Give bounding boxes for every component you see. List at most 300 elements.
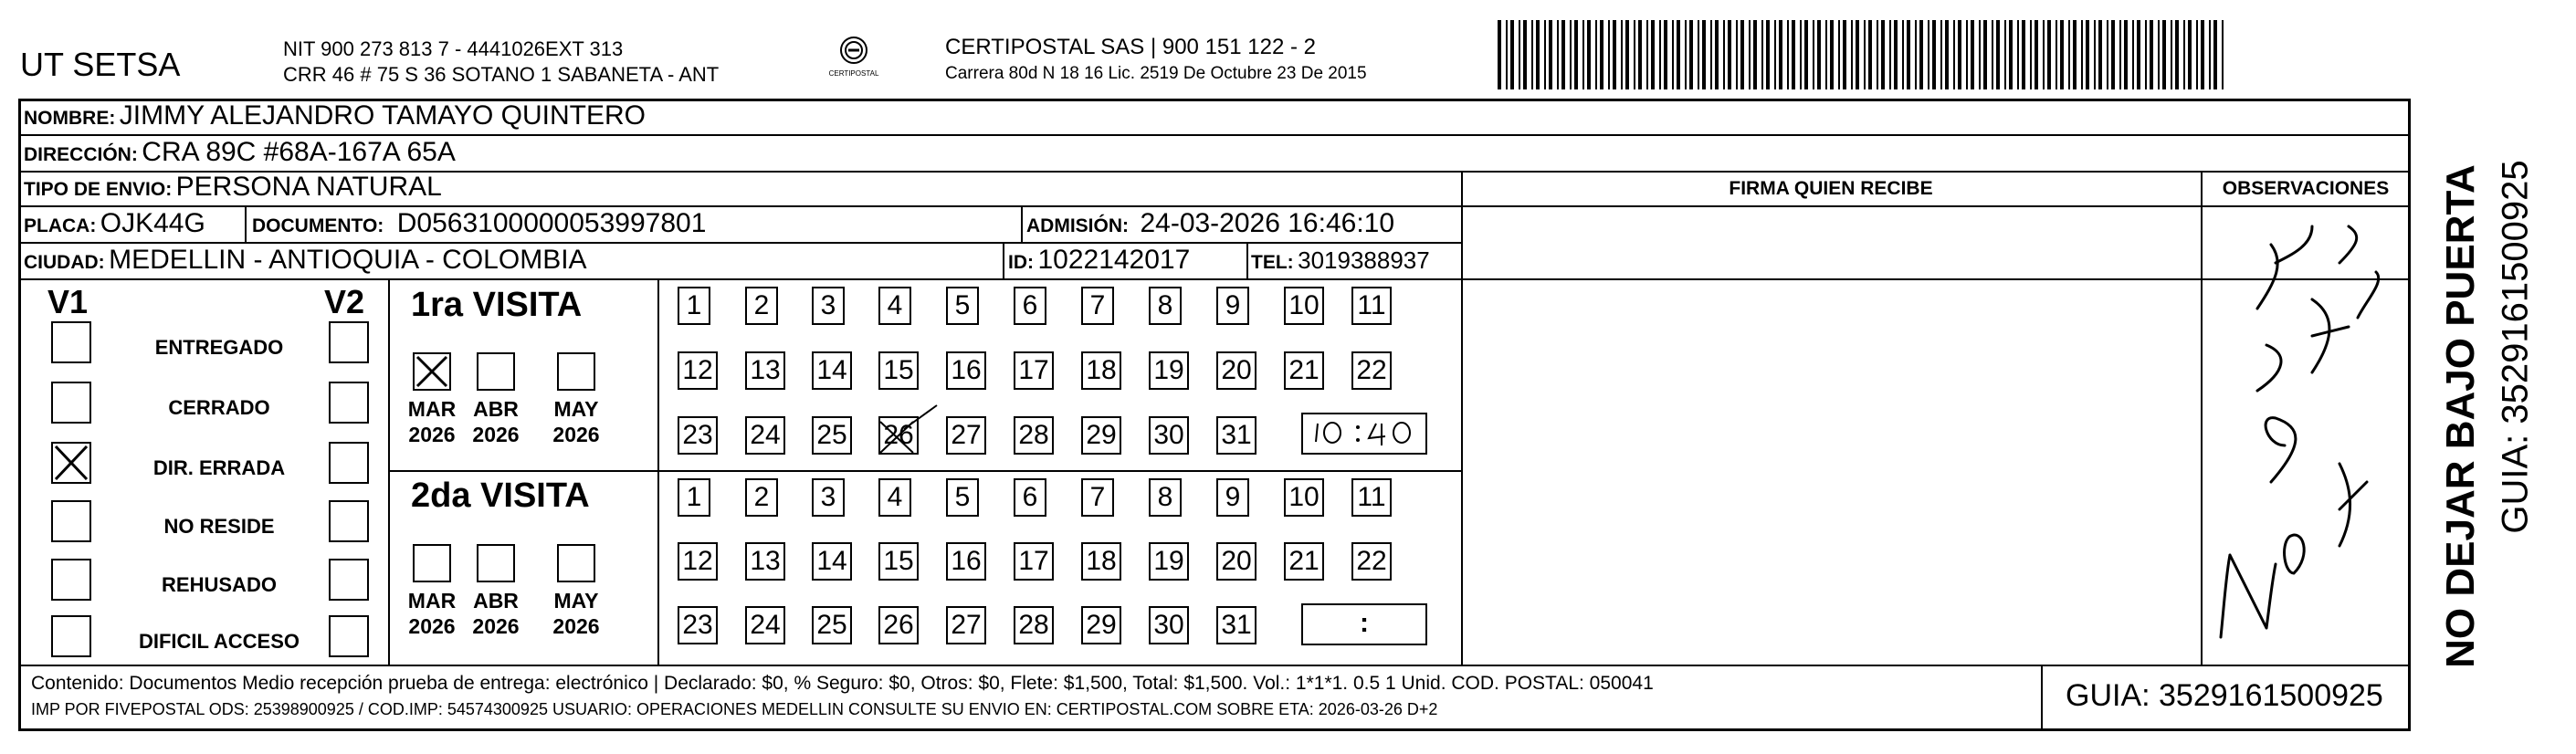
day-number: 8	[1157, 482, 1173, 512]
day-checkbox[interactable]	[1216, 416, 1256, 455]
day-checkbox[interactable]	[878, 416, 919, 455]
barcode-bar	[1677, 20, 1680, 89]
month-checkbox[interactable]	[413, 544, 451, 582]
v1-checkbox[interactable]	[51, 559, 91, 601]
firma-area[interactable]	[1465, 209, 2199, 663]
day-checkbox[interactable]	[812, 351, 852, 390]
day-checkbox[interactable]	[678, 606, 718, 644]
placa-field	[24, 208, 205, 239]
barcode-bar	[1621, 20, 1623, 89]
barcode-bar	[1928, 20, 1929, 89]
barcode-bar	[1838, 20, 1840, 89]
footer-content: Contenido: Documentos Medio recepción prueba de entrega: electrónico | Declarado: $0, % Seguro: $0, Otros: $0, Flete: $1,500, Total: $1,500. Vol.: 1*1*1. 0.5 1 Unid. COD. POSTAL: 050041	[31, 673, 1654, 694]
year-label: 2026	[552, 423, 600, 446]
day-checkbox[interactable]	[678, 542, 718, 581]
day-checkbox[interactable]	[678, 351, 718, 390]
day-number: 19	[1153, 546, 1184, 576]
day-checkbox[interactable]	[1149, 287, 1182, 325]
barcode-bar	[1774, 20, 1776, 89]
day-checkbox[interactable]	[1149, 478, 1182, 517]
day-number: 30	[1153, 610, 1184, 640]
barcode-bar	[1613, 20, 1616, 89]
day-number: 22	[1356, 355, 1387, 385]
day-checkbox[interactable]	[1014, 606, 1054, 644]
barcode-bar	[1753, 20, 1757, 89]
direccion-label: DIRECCIÓN:	[24, 144, 138, 165]
day-number: 17	[1018, 355, 1049, 385]
barcode-bar	[2060, 20, 2064, 89]
day-number: 21	[1288, 355, 1320, 385]
month-checkbox[interactable]	[477, 352, 515, 391]
handwritten-time-icon	[1303, 414, 1425, 453]
day-checkbox[interactable]	[745, 287, 778, 325]
v1-checkbox[interactable]	[51, 442, 91, 484]
barcode-bar	[1728, 20, 1731, 89]
day-number: 31	[1221, 420, 1252, 450]
barcode-bar	[1570, 20, 1572, 89]
side-warning: NO DEJAR BAJO PUERTA	[2438, 164, 2483, 668]
barcode-bar	[1958, 20, 1961, 89]
first-visit-title: 1ra VISITA	[411, 286, 583, 324]
footer-guia: GUIA: 3529161500925	[2066, 678, 2383, 713]
day-checkbox[interactable]	[1081, 606, 1121, 644]
barcode-bar	[1544, 20, 1546, 89]
barcode-bar	[1966, 20, 1968, 89]
month-checkbox[interactable]	[557, 352, 595, 391]
carrier-address: Carrera 80d N 18 16 Lic. 2519 De Octubre 23 De 2015	[945, 64, 1367, 83]
v1-checkbox[interactable]	[51, 615, 91, 657]
day-number: 4	[887, 290, 903, 320]
carrier-name: CERTIPOSTAL SAS | 900 151 122 - 2	[945, 35, 1316, 59]
day-checkbox[interactable]	[1014, 542, 1054, 581]
barcode-bar	[1766, 20, 1770, 89]
v2-checkbox[interactable]	[329, 559, 369, 601]
day-number: 1	[686, 290, 702, 320]
nombre-label: NOMBRE:	[24, 108, 116, 129]
day-checkbox[interactable]	[1149, 416, 1189, 455]
day-number: 29	[1086, 610, 1117, 640]
day-checkbox[interactable]	[1351, 287, 1392, 325]
second-visit-time-separator: :	[1360, 608, 1369, 638]
id-value: 1022142017	[1037, 245, 1191, 275]
barcode-bar	[2022, 20, 2025, 89]
day-checkbox[interactable]	[1284, 542, 1324, 581]
month-checkbox[interactable]	[413, 352, 451, 391]
day-number: 6	[1022, 482, 1038, 512]
barcode-bar	[2035, 20, 2038, 89]
day-checkbox[interactable]	[678, 416, 718, 455]
day-number: 9	[1225, 482, 1241, 512]
day-checkbox[interactable]	[946, 478, 979, 517]
day-checkbox[interactable]	[745, 606, 785, 644]
day-checkbox[interactable]	[1014, 351, 1054, 390]
day-number: 2	[753, 290, 770, 320]
barcode-bar	[1889, 20, 1891, 89]
day-checkbox[interactable]	[946, 287, 979, 325]
day-checkbox[interactable]	[878, 478, 911, 517]
barcode-bar	[1761, 20, 1763, 89]
day-number: 8	[1157, 290, 1173, 320]
day-number: 18	[1086, 546, 1117, 576]
day-number: 21	[1288, 546, 1320, 576]
day-number: 2	[753, 482, 770, 512]
day-number: 3	[820, 290, 836, 320]
v1-header: V1	[47, 283, 89, 320]
tel-field	[1251, 246, 1430, 275]
nombre-value: JIMMY ALEJANDRO TAMAYO QUINTERO	[119, 100, 646, 131]
barcode-bar	[1779, 20, 1782, 89]
barcode-bar	[1902, 20, 1904, 89]
barcode-bar	[1659, 20, 1661, 89]
v2-header: V2	[324, 283, 365, 320]
barcode-bar	[1945, 20, 1949, 89]
firma-header: FIRMA QUIEN RECIBE	[1729, 178, 1933, 199]
day-number: 1	[686, 482, 702, 512]
barcode-bar	[1523, 20, 1527, 89]
barcode-bar	[2086, 20, 2089, 89]
status-label: CERRADO	[168, 396, 270, 419]
barcode-bar	[1787, 20, 1789, 89]
day-number: 5	[954, 290, 971, 320]
day-checkbox[interactable]	[1216, 478, 1249, 517]
barcode-bar	[1740, 20, 1744, 89]
barcode-bar	[2009, 20, 2013, 89]
day-checkbox[interactable]	[1081, 542, 1121, 581]
barcode-bar	[1587, 20, 1591, 89]
status-label: DIFICIL ACCESO	[138, 630, 300, 653]
nombre-row	[24, 100, 646, 131]
day-checkbox[interactable]	[812, 606, 852, 644]
barcode-bar	[1498, 20, 1501, 89]
v2-checkbox[interactable]	[329, 615, 369, 657]
second-visit-time-box[interactable]	[1301, 603, 1427, 645]
day-checkbox[interactable]	[678, 287, 710, 325]
barcode-bar	[1634, 20, 1635, 89]
day-checkbox[interactable]	[745, 416, 785, 455]
day-number: 9	[1225, 290, 1241, 320]
footer-print-info: IMP POR FIVEPOSTAL ODS: 25398900925 / COD.IMP: 54574300925 USUARIO: OPERACIONES MEDELLIN CONSULTE SU ENVIO EN: CERTIPOSTAL.COM SOBRE ETA: 2026-03-26 D+2	[31, 700, 1438, 718]
documento-value: D0563100000053997801	[396, 208, 707, 238]
barcode-bar	[2017, 20, 2019, 89]
status-label: ENTREGADO	[154, 336, 284, 359]
barcode-bar	[2043, 20, 2045, 89]
day-number: 25	[816, 420, 847, 450]
barcode-bar	[1919, 20, 1923, 89]
barcode-bar	[1996, 20, 2000, 89]
barcode-bar	[1557, 20, 1559, 89]
barcode-bar	[1506, 20, 1508, 89]
barcode-bar	[1800, 20, 1802, 89]
barcode-bar	[1702, 20, 1706, 89]
day-checkbox[interactable]	[1014, 478, 1046, 517]
day-number: 11	[1357, 290, 1386, 320]
day-number: 23	[682, 610, 713, 640]
day-number: 24	[750, 610, 781, 640]
month-checkbox[interactable]	[477, 544, 515, 582]
day-number: 14	[816, 355, 847, 385]
barcode-bar	[1600, 20, 1603, 89]
id-field	[1008, 245, 1190, 276]
tipo-value: PERSONA NATURAL	[175, 172, 442, 202]
barcode-bar	[2132, 20, 2134, 89]
month-label: MAY	[553, 397, 599, 421]
day-checkbox[interactable]	[878, 542, 919, 581]
day-checkbox[interactable]	[1216, 351, 1256, 390]
day-number: 26	[883, 420, 914, 450]
documento-label: DOCUMENTO:	[252, 215, 384, 236]
barcode-bar	[1549, 20, 1552, 89]
barcode-bar	[1894, 20, 1898, 89]
year-label: 2026	[472, 423, 520, 446]
day-checkbox[interactable]	[678, 478, 710, 517]
day-checkbox[interactable]	[946, 606, 986, 644]
day-checkbox[interactable]	[1351, 351, 1392, 390]
day-number: 20	[1221, 355, 1252, 385]
logo-text: CERTIPOSTAL	[828, 69, 879, 78]
barcode-bar	[1574, 20, 1578, 89]
day-number: 19	[1153, 355, 1184, 385]
barcode-bar	[1625, 20, 1629, 89]
side-guia: GUIA: 3529161500925	[2495, 160, 2536, 534]
barcode-bar	[1698, 20, 1699, 89]
check-mark-icon	[53, 444, 89, 482]
day-number: 29	[1086, 420, 1117, 450]
barcode-bar	[1915, 20, 1917, 89]
barcode-bar	[2068, 20, 2070, 89]
month-checkbox[interactable]	[557, 544, 595, 582]
day-checkbox[interactable]	[946, 416, 986, 455]
day-number: 12	[682, 546, 713, 576]
barcode-bar	[1595, 20, 1597, 89]
tel-value: 3019388937	[1298, 246, 1430, 274]
ciudad-label: CIUDAD:	[24, 252, 105, 273]
day-checkbox[interactable]	[1081, 416, 1121, 455]
day-number: 22	[1356, 546, 1387, 576]
barcode-bar	[1792, 20, 1795, 89]
barcode-bar	[2162, 20, 2166, 89]
month-label: ABR	[473, 397, 519, 421]
barcode-bar	[2222, 20, 2224, 89]
day-number: 10	[1288, 482, 1320, 512]
barcode-bar	[1608, 20, 1610, 89]
barcode-bar	[1536, 20, 1540, 89]
day-checkbox[interactable]	[1081, 351, 1121, 390]
day-checkbox[interactable]	[812, 416, 852, 455]
day-checkbox[interactable]	[1216, 542, 1256, 581]
day-checkbox[interactable]	[1014, 416, 1054, 455]
day-checkbox[interactable]	[946, 542, 986, 581]
day-checkbox[interactable]	[812, 287, 845, 325]
day-checkbox[interactable]	[745, 351, 785, 390]
barcode-bar	[2137, 20, 2140, 89]
barcode-bar	[2145, 20, 2147, 89]
day-checkbox[interactable]	[1081, 478, 1114, 517]
barcode-bar	[1881, 20, 1885, 89]
day-number: 26	[883, 610, 914, 640]
day-number: 3	[820, 482, 836, 512]
v1-checkbox[interactable]	[51, 321, 91, 363]
v1-checkbox[interactable]	[51, 500, 91, 542]
barcode-bar	[1531, 20, 1533, 89]
day-number: 28	[1018, 610, 1049, 640]
day-number: 28	[1018, 420, 1049, 450]
day-number: 27	[951, 420, 982, 450]
day-checkbox[interactable]	[1351, 542, 1392, 581]
day-number: 23	[682, 420, 713, 450]
barcode-bar	[2150, 20, 2153, 89]
barcode-bar	[2209, 20, 2211, 89]
day-checkbox[interactable]	[878, 287, 911, 325]
barcode-bar	[1519, 20, 1520, 89]
day-checkbox[interactable]	[946, 351, 986, 390]
day-checkbox[interactable]	[1081, 287, 1114, 325]
day-checkbox[interactable]	[1149, 542, 1189, 581]
certipostal-logo	[822, 35, 886, 86]
barcode-bar	[1856, 20, 1859, 89]
day-checkbox[interactable]	[745, 478, 778, 517]
barcode-bar	[1940, 20, 1942, 89]
barcode-bar	[2183, 20, 2185, 89]
day-number: 17	[1018, 546, 1049, 576]
barcode-image	[1498, 20, 2228, 89]
day-number: 15	[883, 355, 914, 385]
day-checkbox[interactable]	[1284, 351, 1324, 390]
barcode-bar	[2111, 20, 2115, 89]
month-label: MAY	[553, 589, 599, 613]
barcode-bar	[1561, 20, 1565, 89]
day-checkbox[interactable]	[1216, 287, 1249, 325]
v2-checkbox[interactable]	[329, 442, 369, 484]
year-label: 2026	[472, 614, 520, 638]
barcode-bar	[1510, 20, 1514, 89]
day-checkbox[interactable]	[1284, 287, 1324, 325]
barcode-bar	[1817, 20, 1821, 89]
barcode-bar	[2098, 20, 2102, 89]
barcode-bar	[2175, 20, 2179, 89]
day-checkbox[interactable]	[878, 351, 919, 390]
day-checkbox[interactable]	[1351, 478, 1392, 517]
month-label: MAR	[407, 589, 457, 613]
barcode-bar	[1749, 20, 1751, 89]
day-checkbox[interactable]	[812, 478, 845, 517]
day-number: 7	[1089, 290, 1106, 320]
first-visit-time-box[interactable]	[1301, 413, 1427, 455]
day-checkbox[interactable]	[1149, 606, 1189, 644]
v2-checkbox[interactable]	[329, 382, 369, 424]
day-number: 18	[1086, 355, 1117, 385]
day-number: 25	[816, 610, 847, 640]
day-number: 30	[1153, 420, 1184, 450]
barcode-bar	[2124, 20, 2128, 89]
sender-name: UT SETSA	[20, 46, 181, 83]
day-checkbox[interactable]	[1149, 351, 1189, 390]
day-number: 10	[1288, 290, 1320, 320]
barcode-bar	[1685, 20, 1687, 89]
day-number: 31	[1221, 610, 1252, 640]
year-label: 2026	[552, 614, 600, 638]
direccion-row	[24, 137, 456, 168]
status-label: NO RESIDE	[163, 515, 275, 538]
barcode-bar	[2094, 20, 2096, 89]
barcode-bar	[1983, 20, 1987, 89]
barcode-bar	[1953, 20, 1955, 89]
barcode-bar	[2201, 20, 2204, 89]
day-checkbox[interactable]	[878, 606, 919, 644]
day-number: 12	[682, 355, 713, 385]
barcode-bar	[1804, 20, 1808, 89]
barcode-bar	[2158, 20, 2160, 89]
barcode-bar	[1932, 20, 1936, 89]
barcode-bar	[1638, 20, 1642, 89]
day-checkbox[interactable]	[1284, 478, 1324, 517]
placa-label: PLACA:	[24, 215, 97, 236]
barcode-bar	[1830, 20, 1834, 89]
barcode-bar	[1851, 20, 1853, 89]
barcode-bar	[2188, 20, 2192, 89]
status-label: REHUSADO	[162, 573, 277, 596]
v2-checkbox[interactable]	[329, 500, 369, 542]
ciudad-value: MEDELLIN - ANTIOQUIA - COLOMBIA	[109, 245, 587, 275]
barcode-bar	[2056, 20, 2057, 89]
day-number: 16	[951, 355, 982, 385]
barcode-bar	[1582, 20, 1584, 89]
check-mark-icon	[415, 354, 449, 389]
tipo-row	[24, 172, 442, 203]
barcode-bar	[1992, 20, 1993, 89]
day-checkbox[interactable]	[812, 542, 852, 581]
placa-value: OJK44G	[100, 208, 205, 238]
day-checkbox[interactable]	[1216, 606, 1256, 644]
day-number: 16	[951, 546, 982, 576]
month-label: MAR	[407, 397, 457, 421]
handwritten-note-icon	[2203, 208, 2409, 663]
barcode-bar	[1813, 20, 1814, 89]
barcode-bar	[2081, 20, 2083, 89]
barcode-bar	[1907, 20, 1910, 89]
barcode-bar	[1971, 20, 1974, 89]
v1-checkbox[interactable]	[51, 382, 91, 424]
day-number: 13	[750, 546, 781, 576]
day-number: 4	[887, 482, 903, 512]
barcode-bar	[1843, 20, 1846, 89]
barcode-bar	[1715, 20, 1719, 89]
barcode-bar	[2073, 20, 2077, 89]
day-number: 24	[750, 420, 781, 450]
barcode-bar	[1651, 20, 1655, 89]
month-label: ABR	[473, 589, 519, 613]
direccion-value: CRA 89C #68A-167A 65A	[142, 137, 456, 167]
admision-label: ADMISIÓN:	[1026, 215, 1129, 236]
v2-checkbox[interactable]	[329, 321, 369, 363]
year-label: 2026	[408, 614, 456, 638]
barcode-bar	[1736, 20, 1738, 89]
admision-value: 24-03-2026 16:46:10	[1140, 208, 1395, 238]
day-checkbox[interactable]	[1014, 287, 1046, 325]
tipo-label: TIPO DE ENVIO:	[24, 179, 173, 200]
day-number: 6	[1022, 290, 1038, 320]
day-number: 14	[816, 546, 847, 576]
barcode-bar	[1864, 20, 1866, 89]
barcode-bar	[2213, 20, 2217, 89]
certipostal-logo-icon	[822, 35, 886, 86]
barcode-bar	[2107, 20, 2108, 89]
tel-label: TEL:	[1251, 252, 1294, 273]
id-label: ID:	[1008, 252, 1034, 273]
documento-field	[252, 208, 706, 239]
day-number: 27	[951, 610, 982, 640]
day-checkbox[interactable]	[745, 542, 785, 581]
barcode-bar	[1979, 20, 1981, 89]
